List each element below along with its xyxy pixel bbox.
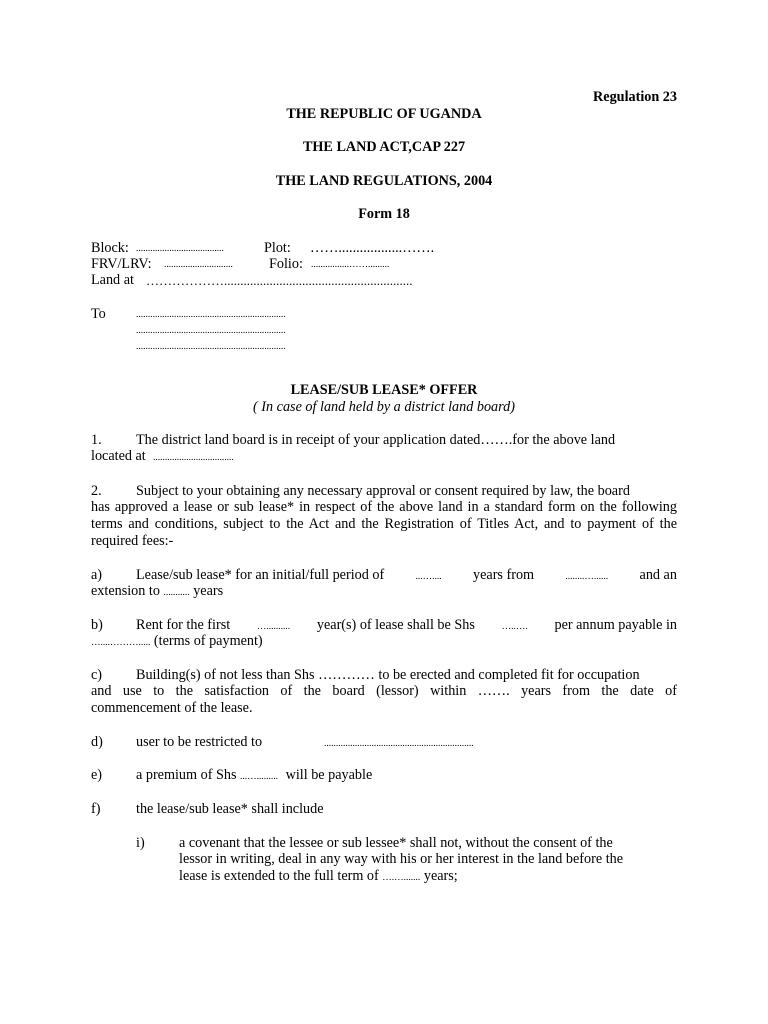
para-1-number: 1. [91,432,102,448]
term-a-line-2 [91,583,223,602]
term-b-dots-3: …....………..... [91,638,151,648]
land-dots: ……………….......................................................... [146,273,413,288]
term-c-line-1: Building(s) of not less than Shs ………… to be erected and completed fit for occupation [136,667,640,683]
to-line-3: ............................................................... [136,342,286,352]
plot-dots: ……..................……. [310,240,435,256]
term-e-text-1: a premium of Shs [136,767,237,783]
term-a-years-label: years [193,583,224,599]
term-e-label: e) [91,767,103,783]
term-e-line [136,767,372,786]
term-b-line-2 [91,633,263,652]
term-a-dots-2: ........…...... [565,572,609,582]
term-e-text-2: will be payable [285,767,373,783]
to-line-2: ............................................................... [136,326,286,336]
frv-dots: ............................. [164,260,233,270]
frv-label: FRV/LRV: [91,256,152,272]
term-f-text: the lease/sub lease* shall include [136,801,324,817]
term-b-text-3: per annum payable in [554,617,677,633]
term-b-text-1: Rent for the first [136,617,231,633]
term-c-line-2: and use to the satisfaction of the board (lessor) within ……. years from the date of [91,683,677,699]
block-dots: ..................................... [136,244,224,254]
offer-subtitle: ( In case of land held by a district land board) [253,399,515,415]
to-line-1: ............................................................... [136,310,286,320]
term-f-label: f) [91,801,101,817]
term-a-text-3: and an [639,567,677,583]
term-a-extension-label: extension to [91,583,160,599]
term-a-dots-1: ...….... [415,572,442,582]
term-b-label: b) [91,617,103,633]
term-e-dots: ...…......... [240,772,279,782]
subterm-i-line-2: lessor in writing, deal in any way with his or her interest in the land before the [179,851,624,867]
subterm-i-dots: ….…....... [382,873,421,883]
term-a-label: a) [91,567,103,583]
folio-label: Folio: [269,256,303,272]
term-b-text-2: year(s) of lease shall be Shs [316,617,475,633]
block-label: Block: [91,240,129,256]
regulation-number: Regulation 23 [593,89,677,105]
term-c-line-3: commencement of the lease. [91,700,253,716]
form-number: Form 18 [358,206,410,222]
term-b-terms-label: (terms of payment) [153,633,263,649]
to-label: To [91,306,106,322]
subterm-i-text-1: lease is extended to the full term of [179,868,379,884]
offer-title: LEASE/SUB LEASE* OFFER [290,382,478,398]
term-c-label: c) [91,667,103,683]
subterm-i-label: i) [136,835,145,851]
para-1-line-1: The district land board is in receipt of your application dated…….for the above land [136,432,616,448]
term-a-text-2: years from [473,567,535,583]
term-a-dots-3: ........... [163,588,190,598]
subterm-i-text-2: years; [423,868,458,884]
subterm-i-line-3 [179,868,458,887]
folio-dots: ................……......... [311,260,390,270]
land-label: Land at [91,272,134,288]
term-a-text-1: Lease/sub lease* for an initial/full period of [136,567,385,583]
term-d-label: d) [91,734,103,750]
term-d-text: user to be restricted to [136,734,263,750]
para-2-number: 2. [91,483,102,499]
regulations-heading: THE LAND REGULATIONS, 2004 [275,173,493,189]
republic-heading: THE REPUBLIC OF UGANDA [286,106,482,122]
para-1-dots: .................................. [153,453,234,463]
para-2-body: has approved a lease or sub lease* in respect of the above land in a standard form on the following terms and conditions, subject to the Act and the Registration of Titles Act, and to payment of the required fees:- [91,499,677,549]
para-2-line-1: Subject to your obtaining any necessary approval or consent required by law, the board [136,483,630,499]
subterm-i-line-1: a covenant that the lessee or sub lessee* shall not, without the consent of the [179,835,613,851]
act-heading: THE LAND ACT,CAP 227 [302,139,466,155]
term-b-dots-1: ….......... [256,622,291,632]
para-1-line-2: located at [91,448,146,464]
term-d-dots: ............................................................... [324,739,474,749]
term-b-dots-2: …..…. [501,622,528,632]
plot-label: Plot: [264,240,291,256]
